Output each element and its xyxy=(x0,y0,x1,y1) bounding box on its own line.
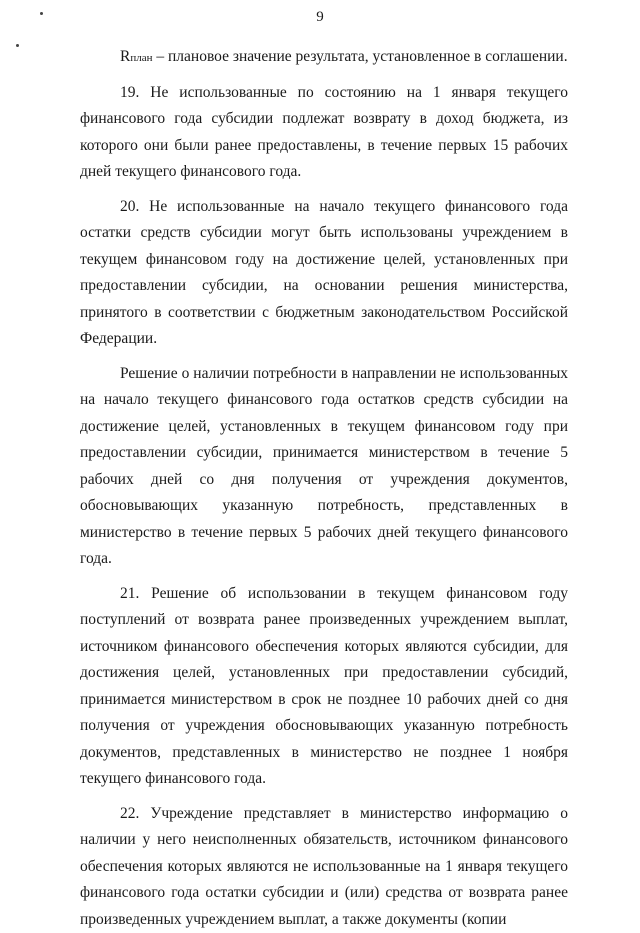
paragraph-22: 22. Учреждение представляет в министерство информацию о наличии у него неисполненных обязательств, источником финансового обеспечения которых являются не использованные на 1 января текущего финансового года остатки субсидии и (или) средства от возврата ранее произведенных учреждением выплат, а также документы (копии xyxy=(80,801,568,933)
definition-text: – плановое значение результата, установленное в соглашении. xyxy=(153,48,568,65)
paragraph-20: 20. Не использованные на начало текущего финансового года остатки средств субсидии могут быть использованы учреждением в текущем финансовом году на достижение целей, установленных при предоставлении субсидии, на основании решения министерства, принятого в соответствии с бюджетным законодательством Российской Федерации. xyxy=(80,194,568,353)
paragraph-20-decision: Решение о наличии потребности в направлении не использованных на начало текущего финансового года остатков средств субсидии на достижение целей, установленных в текущем финансовом году при предоставлении субсидии, принимается министерством в течение 5 рабочих дней со дня получения от учреждения документов, обосновывающих указанную потребность, представленных в министерство в течение первых 5 рабочих дней текущего финансового года. xyxy=(80,361,568,573)
paragraph-21: 21. Решение об использовании в текущем финансовом году поступлений от возврата ранее произведенных учреждением выплат, источником финансового обеспечения которых являются субсидии, для достижения целей, установленных при предоставлении субсидий, принимается министерством в срок не позднее 10 рабочих дней со дня получения от учреждения обосновывающих указанную потребность документов, представленных в министерство не позднее 1 ноября текущего финансового года. xyxy=(80,581,568,793)
page-number: 9 xyxy=(0,9,640,26)
scan-speck xyxy=(16,44,19,47)
document-body xyxy=(80,44,568,933)
scan-speck xyxy=(40,12,43,15)
definition-subscript: план xyxy=(130,52,152,64)
paragraph-19: 19. Не использованные по состоянию на 1 января текущего финансового года субсидии подлежат возврату в доход бюджета, из которого они были ранее предоставлены, в течение первых 15 рабочих дней текущего финансового года. xyxy=(80,80,568,186)
definition-symbol: R xyxy=(120,48,130,65)
definition-line xyxy=(80,44,568,72)
